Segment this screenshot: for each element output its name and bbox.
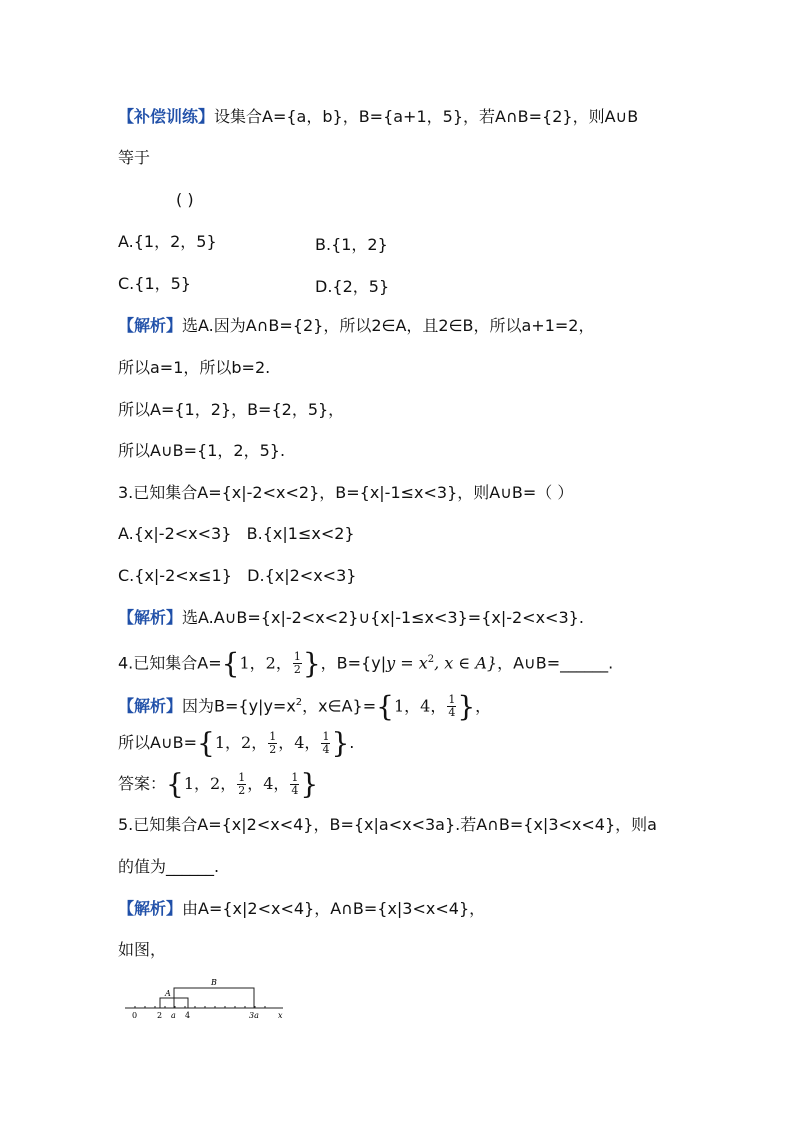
brace-open: { — [221, 646, 240, 680]
q4-set-a: 1，2， — [239, 653, 292, 673]
q4-set-b: 1，4， — [393, 696, 447, 716]
answer-paren: ( ) — [176, 190, 194, 209]
q4-union-set: 1，2， — [214, 733, 268, 752]
brace-close: } — [457, 689, 476, 723]
tick-4: 4 — [185, 1011, 191, 1020]
q4-union-4: ，4， — [278, 733, 321, 752]
fraction-numerator: 1 — [448, 693, 456, 707]
brace-open: { — [376, 689, 394, 723]
fraction-numerator: 1 — [269, 730, 277, 743]
fraction-denominator: 4 — [322, 743, 330, 756]
q4-suffix: ，A∪B=______. — [497, 653, 614, 673]
q4-answer-set: 1，2， — [183, 774, 237, 793]
brace-close: } — [302, 646, 321, 680]
solution-tag: 【解析】 — [118, 899, 183, 918]
number-line-figure — [125, 970, 295, 1025]
fraction-half — [293, 651, 302, 676]
q4-answer-4: ，4， — [247, 774, 290, 793]
fraction-numerator: 1 — [322, 730, 330, 743]
q3-option-b: B.{x|1≤x<2} — [246, 524, 355, 543]
q4-union-pre: 所以A∪B= — [118, 733, 198, 752]
q4-stem — [118, 646, 613, 678]
q4-union: 所以A∪B={1，2， $\frac{1}{2}$ ，4， $\frac{1}{4}$ }. — [118, 726, 355, 760]
q4-expression: y = x — [386, 653, 428, 673]
q4-solution-pre: 因为B={y|y=x — [182, 696, 296, 716]
practice-tag: 【补偿训练】 — [118, 107, 215, 126]
fraction-quarter — [321, 731, 330, 756]
practice-solution-2: 所以a=1，所以b=2. — [118, 358, 271, 377]
option-c: C.{1，5} — [118, 274, 191, 293]
practice-stem-2: 等于 — [118, 148, 151, 167]
practice-stem-text: 设集合A={a，b}，B={a+1，5}，若A∩B={2}，则A∪B — [214, 107, 639, 126]
superscript-2: 2 — [295, 697, 303, 708]
tick-0: 0 — [132, 1011, 138, 1020]
tick-3a: 3a — [249, 1011, 259, 1020]
q5-stem: 5.已知集合A={x|2<x<4}，B={x|a<x<3a}.若A∩B={x|3<x<4}，则a — [118, 815, 657, 834]
q3-stem: 3.已知集合A={x|-2<x<2}，B={x|-1≤x<3}，则A∪B=（ ） — [118, 483, 574, 502]
practice-solution-4: 所以A∪B={1，2，5}. — [118, 441, 286, 460]
practice-solution-1 — [118, 316, 594, 336]
fraction-quarter — [447, 694, 456, 719]
practice-solution-3: 所以A={1，2}，B={2，5}， — [118, 400, 345, 419]
q5-solution — [118, 899, 485, 919]
answer-label: 答案： — [118, 774, 167, 793]
fraction-denominator: 2 — [269, 743, 277, 756]
q3-solution — [118, 608, 584, 628]
tick-a: a — [171, 1011, 176, 1020]
q3-option-c: C.{x|-2<x≤1} — [118, 566, 232, 585]
option-b: B.{1，2} — [315, 235, 388, 254]
q5-solution-text: 由A={x|2<x<4}，A∩B={x|3<x<4}， — [182, 899, 486, 918]
figure-caption: 如图， — [118, 940, 167, 959]
superscript-2: 2 — [427, 654, 435, 665]
axis-label-x: x — [278, 1011, 283, 1020]
q5-stem-2: 的值为______. — [118, 857, 220, 876]
brace-open: { — [197, 726, 215, 760]
tick-2: 2 — [157, 1011, 163, 1020]
fraction-quarter — [290, 772, 299, 797]
q4-expression-tail: , x ∈ A} — [434, 653, 498, 673]
q4-solution: 【解析】因为$B=\{y|y=x^2$，x∈A}={1，4， $\frac{1}{4}$ }， — [118, 689, 492, 723]
option-d: D.{2，5} — [315, 277, 390, 296]
q3-option-d: D.{x|2<x<3} — [247, 566, 357, 585]
fraction-numerator: 1 — [291, 771, 299, 784]
fraction-denominator: 2 — [238, 784, 246, 797]
brace-open: { — [166, 767, 184, 801]
q4-mid: ，B={y| — [320, 653, 387, 673]
q4-solution-mid: ，x∈A}= — [302, 696, 377, 716]
practice-stem — [118, 107, 638, 127]
q3-option-a: A.{x|-2<x<3} — [118, 524, 232, 543]
q3-options-ab — [118, 524, 355, 544]
solution-tag: 【解析】 — [118, 316, 183, 335]
brace-close: } — [331, 726, 350, 760]
fraction-half — [268, 731, 277, 756]
q3-solution-text: 选A.A∪B={x|-2<x<2}∪{x|-1≤x<3}={x|-2<x<3}. — [182, 608, 584, 627]
q4-answer — [118, 767, 319, 801]
fraction-denominator: 2 — [293, 663, 301, 677]
fraction-denominator: 4 — [291, 784, 299, 797]
solution-tag: 【解析】 — [118, 608, 183, 627]
label-set-a: A — [165, 989, 171, 998]
solution-tag: 【解析】 — [118, 696, 183, 716]
fraction-half — [237, 772, 246, 797]
label-set-b: B — [211, 978, 217, 987]
q4-prefix: 4.已知集合A= — [118, 653, 222, 673]
fraction-numerator: 1 — [238, 771, 246, 784]
q3-options-cd — [118, 566, 356, 586]
brace-close: } — [300, 767, 319, 801]
fraction-numerator: 1 — [293, 650, 301, 664]
option-a: A.{1，2，5} — [118, 232, 217, 251]
solution-text: 选A.因为A∩B={2}，所以2∈A，且2∈B，所以a+1=2， — [182, 316, 595, 335]
fraction-denominator: 4 — [448, 706, 456, 720]
